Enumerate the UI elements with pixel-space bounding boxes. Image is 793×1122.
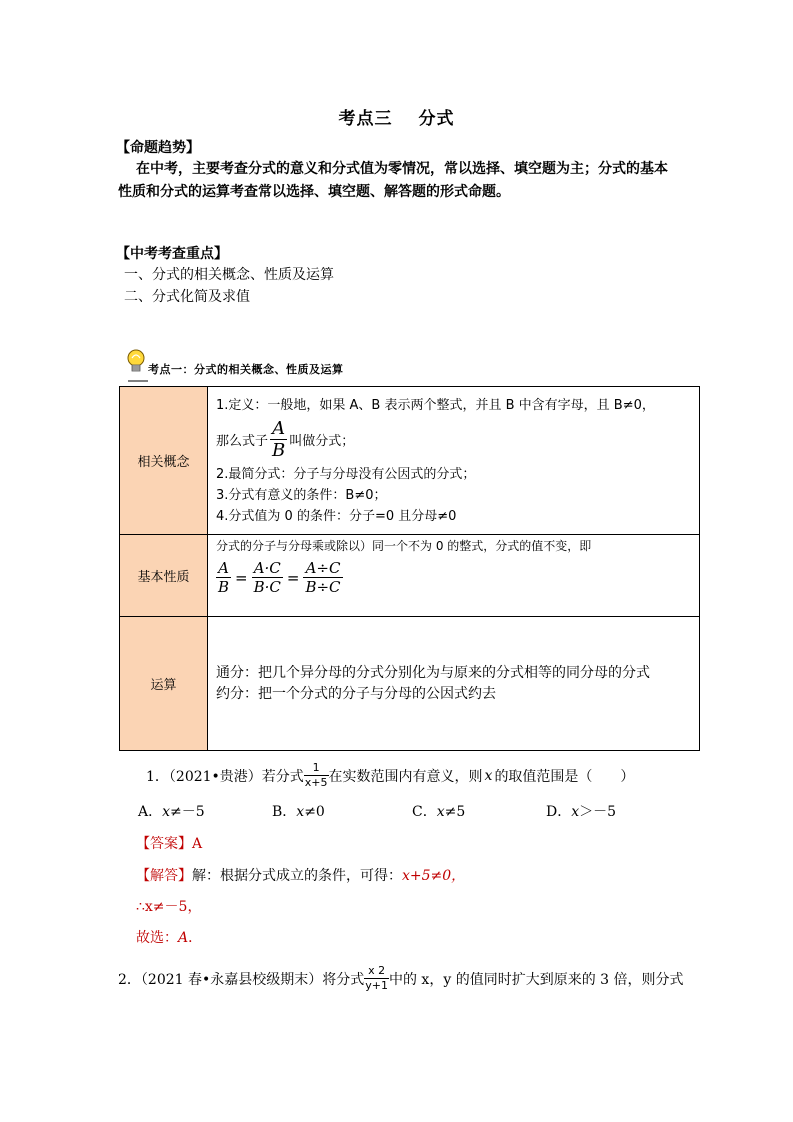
table-row bbox=[120, 387, 700, 535]
answer-value: A bbox=[192, 836, 203, 852]
q1-frac-den: x+5 bbox=[304, 776, 328, 789]
step3-post: ． bbox=[188, 930, 203, 946]
option-a-var: x bbox=[162, 804, 171, 820]
solution-tag: 【解答】 bbox=[136, 868, 192, 884]
title-part2: 分式 bbox=[418, 109, 455, 129]
q1-suffix-post: 的取值范围是（ ） bbox=[494, 768, 635, 785]
table-row bbox=[120, 535, 700, 617]
option-a-val: ≠－5 bbox=[170, 804, 205, 820]
frac-num: A bbox=[272, 418, 286, 439]
q1-fraction bbox=[304, 761, 329, 790]
row-label-concept: 相关概念 bbox=[120, 387, 208, 535]
option-d-var: x bbox=[571, 804, 580, 820]
option-a bbox=[138, 801, 205, 821]
fraction-a-over-b bbox=[270, 418, 287, 461]
frac-den: B bbox=[272, 440, 286, 461]
concept-l2-pre: 那么式子 bbox=[216, 434, 269, 449]
q2-frac-num: x 2 bbox=[368, 964, 386, 977]
concept-line-2 bbox=[216, 416, 699, 464]
property-text: 分式的分子与分母乘或除以）同一个不为 0 的整式，分式的值不变，即 bbox=[216, 539, 592, 553]
f2-num: A·C bbox=[253, 559, 281, 577]
focus-item-1: 一、分式的相关概念、性质及运算 bbox=[124, 267, 334, 283]
answer-tag: 【答案】 bbox=[136, 836, 192, 852]
lightbulb-icon bbox=[126, 348, 150, 382]
trend-line-1: 在中考，主要考查分式的意义和分式值为零情况，常以选择、填空题为主；分式的基本 bbox=[136, 161, 668, 177]
option-b-var: x bbox=[296, 804, 305, 820]
q2-frac-den: y+1 bbox=[365, 979, 388, 992]
option-b bbox=[272, 801, 325, 821]
property-formula bbox=[216, 559, 699, 596]
option-b-label: B． bbox=[272, 804, 297, 820]
kaodian-label: 考点一：分式的相关概念、性质及运算 bbox=[148, 363, 344, 376]
q2-fraction bbox=[364, 964, 389, 993]
concept-l2-post: 叫做分式； bbox=[289, 434, 355, 449]
f3-den: B÷C bbox=[305, 578, 341, 596]
focus-heading: 【中考考查重点】 bbox=[116, 246, 228, 262]
q2-prefix: 2．（2021 春•永嘉县校级期末）将分式 bbox=[118, 971, 365, 988]
equals-sign-1: = bbox=[235, 568, 248, 587]
q1-step-2: ∴x≠－5， bbox=[136, 899, 202, 915]
formula-frac-3 bbox=[303, 559, 342, 596]
q1-prefix: 1．（2021•贵港）若分式 bbox=[146, 768, 304, 785]
f2-den: B·C bbox=[253, 578, 281, 596]
row-content-operation bbox=[208, 617, 700, 751]
option-d-val: ＞－5 bbox=[579, 804, 617, 820]
f1-num: A bbox=[218, 559, 229, 577]
q1-frac-num: 1 bbox=[312, 761, 320, 774]
q1-step-3 bbox=[136, 927, 202, 947]
trend-heading: 【命题趋势】 bbox=[116, 140, 200, 156]
formula-frac-1 bbox=[216, 559, 231, 596]
formula-frac-2 bbox=[252, 559, 283, 596]
option-d-label: D． bbox=[546, 804, 572, 820]
title-part1: 考点三 bbox=[338, 109, 393, 129]
q1-suffix-pre: 在实数范围内有意义，则 bbox=[328, 768, 483, 785]
trend-line-2: 性质和分式的运算考查常以选择、填空题、解答题的形式命题。 bbox=[118, 184, 510, 200]
equals-sign-2: = bbox=[286, 568, 300, 587]
concept-line-1: 1.定义：一般地，如果 A、B 表示两个整式，并且 B 中含有字母，且 B≠0， bbox=[216, 397, 655, 413]
option-c-val: ≠5 bbox=[444, 804, 466, 820]
operation-line-1: 通分：把几个异分母的分式分别化为与原来的分式相等的同分母的分式 bbox=[216, 664, 650, 681]
concept-line-5: 4.分式值为 0 的条件：分子=0 且分母≠0 bbox=[216, 508, 457, 524]
row-content-property bbox=[208, 535, 700, 617]
focus-item-2: 二、分式化简及求值 bbox=[124, 289, 250, 305]
concept-line-4: 3.分式有意义的条件：B≠0； bbox=[216, 487, 387, 503]
option-c-var: x bbox=[436, 804, 445, 820]
step3-val: A bbox=[178, 930, 189, 946]
step3-pre: 故选： bbox=[136, 930, 178, 946]
row-content-concept bbox=[208, 387, 700, 535]
question-2 bbox=[118, 964, 684, 993]
row-label-operation: 运算 bbox=[120, 617, 208, 751]
solution-expr: x+5≠0， bbox=[402, 868, 466, 884]
table-row bbox=[120, 617, 700, 751]
f1-den: B bbox=[218, 578, 230, 596]
q1-solution bbox=[136, 865, 465, 885]
page-title bbox=[0, 104, 793, 129]
option-c bbox=[412, 801, 465, 821]
q2-suffix: 中的 x，y 的值同时扩大到原来的 3 倍，则分式 bbox=[388, 971, 684, 988]
option-a-label: A． bbox=[138, 804, 163, 820]
question-1 bbox=[146, 761, 634, 790]
q1-var: x bbox=[484, 767, 493, 784]
concept-line-3: 2.最简分式：分子与分母没有公因式的分式； bbox=[216, 466, 476, 482]
row-label-property: 基本性质 bbox=[120, 535, 208, 617]
knowledge-table bbox=[119, 386, 700, 751]
solution-text: 解：根据分式成立的条件，可得： bbox=[192, 868, 402, 884]
operation-line-2: 约分：把一个分式的分子与分母的公因式约去 bbox=[216, 685, 496, 702]
option-d bbox=[546, 801, 616, 821]
q1-answer bbox=[136, 833, 202, 853]
option-b-val: ≠0 bbox=[304, 804, 325, 820]
option-c-label: C． bbox=[412, 804, 437, 820]
f3-num: A÷C bbox=[305, 559, 341, 577]
